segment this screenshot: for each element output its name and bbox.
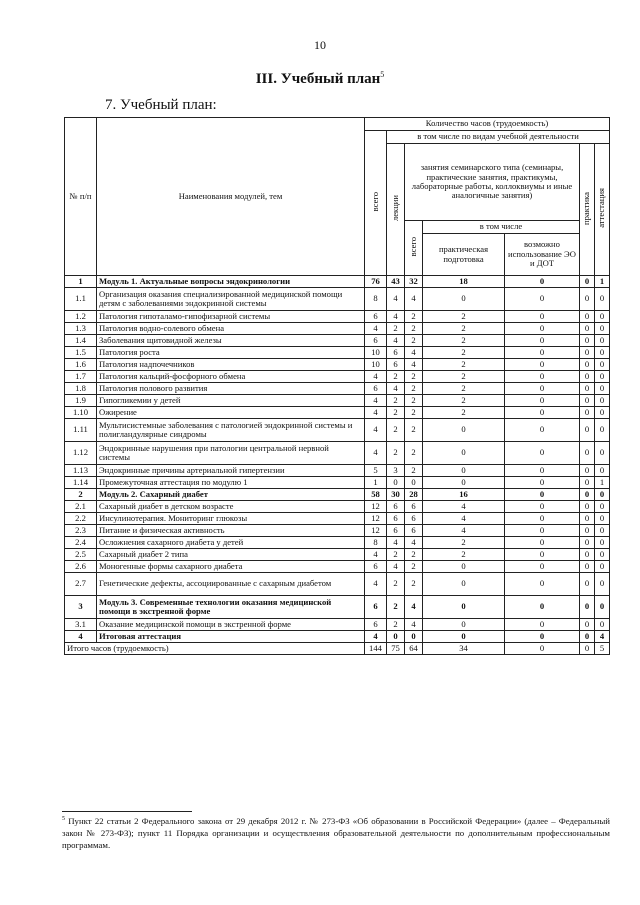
row-pp: 0 (423, 477, 505, 489)
row-number: 1.11 (65, 419, 97, 442)
row-pp: 0 (423, 288, 505, 311)
row-eo: 0 (505, 323, 580, 335)
header-attestation-text: аттестация (596, 188, 607, 229)
row-at: 0 (595, 537, 610, 549)
row-pp: 2 (423, 549, 505, 561)
row-total: 4 (365, 631, 387, 643)
row-total: 12 (365, 513, 387, 525)
row-at: 4 (595, 631, 610, 643)
total-pr: 0 (580, 643, 595, 655)
row-name: Эндокринные нарушения при патологии центральной нервной системы (97, 442, 365, 465)
table-row (65, 442, 610, 465)
row-pr: 0 (580, 288, 595, 311)
row-name: Патология гипоталамо-гипофизарной системы (97, 311, 365, 323)
row-at: 0 (595, 359, 610, 371)
row-at: 0 (595, 323, 610, 335)
row-eo: 0 (505, 311, 580, 323)
row-name: Патология надпочечников (97, 359, 365, 371)
row-total: 4 (365, 371, 387, 383)
header-seminar: занятия семинарского типа (семинары, практические занятия, практикумы, лабораторные работы, коллоквиумы и иные аналогичные занятия) (405, 144, 580, 221)
row-at: 0 (595, 288, 610, 311)
page-number: 10 (314, 38, 326, 52)
table-row (65, 335, 610, 347)
row-pp: 0 (423, 465, 505, 477)
row-pr: 0 (580, 513, 595, 525)
row-eo: 0 (505, 276, 580, 288)
row-total: 4 (365, 395, 387, 407)
header-by-activity: в том числе по видам учебной деятельности (387, 131, 610, 144)
row-pp: 2 (423, 359, 505, 371)
row-lec: 43 (387, 276, 405, 288)
table-row (65, 501, 610, 513)
row-at: 0 (595, 419, 610, 442)
row-sem: 6 (405, 501, 423, 513)
row-pr: 0 (580, 419, 595, 442)
row-name: Генетические дефекты, ассоциированные с сахарным диабетом (97, 573, 365, 596)
row-name: Патология кальций-фосфорного обмена (97, 371, 365, 383)
row-sem: 2 (405, 311, 423, 323)
row-pr: 0 (580, 442, 595, 465)
row-name: Сахарный диабет 2 типа (97, 549, 365, 561)
row-total: 10 (365, 347, 387, 359)
row-at: 0 (595, 335, 610, 347)
row-lec: 2 (387, 407, 405, 419)
row-at: 0 (595, 489, 610, 501)
row-number: 1.8 (65, 383, 97, 395)
total-row (65, 643, 610, 655)
row-total: 76 (365, 276, 387, 288)
row-sem: 6 (405, 525, 423, 537)
row-lec: 2 (387, 323, 405, 335)
row-number: 2.4 (65, 537, 97, 549)
row-lec: 6 (387, 347, 405, 359)
row-lec: 4 (387, 335, 405, 347)
total-lec: 75 (387, 643, 405, 655)
row-lec: 6 (387, 513, 405, 525)
header-name: Наименования модулей, тем (97, 118, 365, 276)
row-lec: 2 (387, 596, 405, 619)
row-sem: 32 (405, 276, 423, 288)
table-row (65, 573, 610, 596)
row-pp: 0 (423, 596, 505, 619)
row-lec: 4 (387, 537, 405, 549)
row-name: Патология водно-солевого обмена (97, 323, 365, 335)
row-total: 12 (365, 501, 387, 513)
row-at: 0 (595, 501, 610, 513)
row-at: 1 (595, 276, 610, 288)
row-eo: 0 (505, 442, 580, 465)
total-row-name: Итого часов (трудоемкость) (65, 643, 365, 655)
header-total (365, 131, 387, 276)
row-pp: 2 (423, 395, 505, 407)
row-at: 0 (595, 407, 610, 419)
row-sem: 4 (405, 619, 423, 631)
row-total: 6 (365, 596, 387, 619)
row-number: 2.1 (65, 501, 97, 513)
row-total: 8 (365, 288, 387, 311)
row-eo: 0 (505, 537, 580, 549)
row-at: 0 (595, 525, 610, 537)
row-name: Гипогликемии у детей (97, 395, 365, 407)
row-pp: 2 (423, 323, 505, 335)
row-number: 3 (65, 596, 97, 619)
row-name: Итоговая аттестация (97, 631, 365, 643)
table-row (65, 537, 610, 549)
row-lec: 2 (387, 419, 405, 442)
row-sem: 4 (405, 596, 423, 619)
row-number: 2.3 (65, 525, 97, 537)
row-number: 1.14 (65, 477, 97, 489)
row-eo: 0 (505, 407, 580, 419)
row-eo: 0 (505, 513, 580, 525)
row-lec: 4 (387, 311, 405, 323)
row-at: 0 (595, 619, 610, 631)
row-lec: 2 (387, 549, 405, 561)
row-total: 4 (365, 549, 387, 561)
table-row (65, 631, 610, 643)
row-at: 0 (595, 561, 610, 573)
row-name: Моногенные формы сахарного диабета (97, 561, 365, 573)
header-sem-total-text: всего (407, 237, 418, 257)
row-sem: 4 (405, 537, 423, 549)
row-pp: 0 (423, 442, 505, 465)
row-at: 0 (595, 347, 610, 359)
table-row (65, 465, 610, 477)
row-sem: 6 (405, 513, 423, 525)
row-sem: 2 (405, 419, 423, 442)
row-pr: 0 (580, 596, 595, 619)
row-number: 1.2 (65, 311, 97, 323)
table-row (65, 323, 610, 335)
row-name: Патология роста (97, 347, 365, 359)
row-eo: 0 (505, 631, 580, 643)
total-eo: 0 (505, 643, 580, 655)
row-number: 1.3 (65, 323, 97, 335)
row-sem: 2 (405, 549, 423, 561)
row-total: 8 (365, 537, 387, 549)
row-total: 4 (365, 407, 387, 419)
row-number: 1.10 (65, 407, 97, 419)
row-name: Модуль 1. Актуальные вопросы эндокринологии (97, 276, 365, 288)
row-pp: 2 (423, 407, 505, 419)
table-row (65, 288, 610, 311)
row-number: 1.1 (65, 288, 97, 311)
row-pr: 0 (580, 347, 595, 359)
table-row (65, 561, 610, 573)
total-at: 5 (595, 643, 610, 655)
row-lec: 30 (387, 489, 405, 501)
row-pr: 0 (580, 359, 595, 371)
row-total: 6 (365, 561, 387, 573)
row-at: 1 (595, 477, 610, 489)
table-row (65, 395, 610, 407)
row-lec: 4 (387, 383, 405, 395)
row-number: 1.9 (65, 395, 97, 407)
row-eo: 0 (505, 525, 580, 537)
row-eo: 0 (505, 419, 580, 442)
row-pp: 18 (423, 276, 505, 288)
row-sem: 2 (405, 371, 423, 383)
row-pr: 0 (580, 573, 595, 596)
row-lec: 2 (387, 395, 405, 407)
curriculum-table (64, 117, 610, 655)
row-number: 1.4 (65, 335, 97, 347)
row-pp: 2 (423, 335, 505, 347)
header-practice-text: практика (581, 191, 592, 225)
row-eo: 0 (505, 347, 580, 359)
row-pr: 0 (580, 619, 595, 631)
row-name: Заболевания щитовидной железы (97, 335, 365, 347)
table-row (65, 276, 610, 288)
row-pp: 16 (423, 489, 505, 501)
footnote (62, 815, 610, 852)
row-name: Промежуточная аттестация по модулю 1 (97, 477, 365, 489)
subtitle: 7. Учебный план: (105, 97, 217, 113)
row-number: 1.13 (65, 465, 97, 477)
row-pr: 0 (580, 501, 595, 513)
row-pp: 2 (423, 347, 505, 359)
row-eo: 0 (505, 489, 580, 501)
row-lec: 6 (387, 501, 405, 513)
row-number: 2.5 (65, 549, 97, 561)
row-at: 0 (595, 573, 610, 596)
row-name: Осложнения сахарного диабета у детей (97, 537, 365, 549)
row-lec: 0 (387, 631, 405, 643)
row-total: 6 (365, 335, 387, 347)
row-sem: 2 (405, 465, 423, 477)
row-number: 2.7 (65, 573, 97, 596)
header-sem-total (405, 221, 423, 276)
row-at: 0 (595, 383, 610, 395)
row-eo: 0 (505, 359, 580, 371)
row-lec: 2 (387, 371, 405, 383)
header-attestation (595, 144, 610, 276)
row-pr: 0 (580, 371, 595, 383)
row-lec: 6 (387, 525, 405, 537)
row-pr: 0 (580, 489, 595, 501)
row-pr: 0 (580, 477, 595, 489)
table-row (65, 419, 610, 442)
row-lec: 3 (387, 465, 405, 477)
row-pr: 0 (580, 465, 595, 477)
row-pr: 0 (580, 407, 595, 419)
header-hours: Количество часов (трудоемкость) (365, 118, 610, 131)
row-at: 0 (595, 549, 610, 561)
footnote-mark: 5 (62, 816, 65, 822)
row-number: 1.12 (65, 442, 97, 465)
row-total: 12 (365, 525, 387, 537)
row-total: 6 (365, 619, 387, 631)
table-row (65, 407, 610, 419)
total-total: 144 (365, 643, 387, 655)
row-pr: 0 (580, 276, 595, 288)
row-name: Оказание медицинской помощи в экстренной форме (97, 619, 365, 631)
row-name: Модуль 2. Сахарный диабет (97, 489, 365, 501)
row-sem: 2 (405, 395, 423, 407)
row-pp: 0 (423, 561, 505, 573)
row-eo: 0 (505, 371, 580, 383)
header-practice (580, 144, 595, 276)
row-eo: 0 (505, 477, 580, 489)
row-sem: 2 (405, 573, 423, 596)
row-number: 1.7 (65, 371, 97, 383)
row-total: 4 (365, 573, 387, 596)
row-number: 2 (65, 489, 97, 501)
row-sem: 4 (405, 359, 423, 371)
row-eo: 0 (505, 573, 580, 596)
row-pr: 0 (580, 561, 595, 573)
row-lec: 0 (387, 477, 405, 489)
row-number: 3.1 (65, 619, 97, 631)
row-name: Патология полового развития (97, 383, 365, 395)
row-at: 0 (595, 513, 610, 525)
row-name: Организация оказания специализированной медицинской помощи детям с заболеваниями эндокринной системы (97, 288, 365, 311)
table-row (65, 513, 610, 525)
row-eo: 0 (505, 395, 580, 407)
table-row (65, 489, 610, 501)
row-at: 0 (595, 311, 610, 323)
row-eo: 0 (505, 501, 580, 513)
row-sem: 0 (405, 477, 423, 489)
row-lec: 2 (387, 619, 405, 631)
table-row (65, 525, 610, 537)
row-sem: 2 (405, 561, 423, 573)
row-pp: 0 (423, 419, 505, 442)
table-row (65, 347, 610, 359)
row-number: 2.6 (65, 561, 97, 573)
header-total-text: всего (369, 192, 380, 212)
row-lec: 2 (387, 442, 405, 465)
row-name: Модуль 3. Современные технологии оказания медицинской помощи в экстренной форме (97, 596, 365, 619)
section-title (0, 70, 640, 88)
row-pr: 0 (580, 525, 595, 537)
row-sem: 2 (405, 383, 423, 395)
row-lec: 4 (387, 288, 405, 311)
header-lectures-text: лекции (389, 195, 400, 222)
table-row (65, 359, 610, 371)
row-pp: 2 (423, 311, 505, 323)
row-pp: 2 (423, 371, 505, 383)
total-pp: 34 (423, 643, 505, 655)
row-pp: 0 (423, 573, 505, 596)
row-lec: 4 (387, 561, 405, 573)
section-title-text: III. Учебный план (255, 71, 381, 87)
row-sem: 28 (405, 489, 423, 501)
row-pr: 0 (580, 311, 595, 323)
row-eo: 0 (505, 596, 580, 619)
curriculum-body (65, 276, 610, 655)
table-row (65, 596, 610, 619)
row-at: 0 (595, 395, 610, 407)
row-pp: 4 (423, 525, 505, 537)
row-pr: 0 (580, 549, 595, 561)
row-number: 2.2 (65, 513, 97, 525)
row-number: 4 (65, 631, 97, 643)
row-eo: 0 (505, 288, 580, 311)
row-name: Мультисистемные заболевания с патологией эндокринной системы и полигландулярные синдромы (97, 419, 365, 442)
header-practical: практическая подготовка (423, 234, 505, 276)
row-number: 1.6 (65, 359, 97, 371)
row-at: 0 (595, 371, 610, 383)
row-eo: 0 (505, 561, 580, 573)
row-pp: 4 (423, 501, 505, 513)
row-total: 4 (365, 419, 387, 442)
row-pp: 4 (423, 513, 505, 525)
row-at: 0 (595, 442, 610, 465)
row-sem: 4 (405, 347, 423, 359)
row-pr: 0 (580, 335, 595, 347)
row-total: 4 (365, 442, 387, 465)
table-row (65, 549, 610, 561)
row-sem: 0 (405, 631, 423, 643)
row-pr: 0 (580, 395, 595, 407)
row-sem: 2 (405, 407, 423, 419)
row-sem: 2 (405, 442, 423, 465)
row-name: Сахарный диабет в детском возрасте (97, 501, 365, 513)
row-sem: 2 (405, 335, 423, 347)
row-total: 4 (365, 323, 387, 335)
row-sem: 4 (405, 288, 423, 311)
row-name: Инсулинотерапия. Мониторинг глюкозы (97, 513, 365, 525)
row-name: Ожирение (97, 407, 365, 419)
row-pp: 2 (423, 537, 505, 549)
row-number: 1.5 (65, 347, 97, 359)
row-lec: 2 (387, 573, 405, 596)
row-pp: 0 (423, 631, 505, 643)
header-eo: возможно использование ЭО и ДОТ (505, 234, 580, 276)
header-num: № п/п (65, 118, 97, 276)
row-pr: 0 (580, 631, 595, 643)
table-row (65, 477, 610, 489)
row-name: Эндокринные причины артериальной гипертензии (97, 465, 365, 477)
row-pp: 2 (423, 383, 505, 395)
row-at: 0 (595, 465, 610, 477)
row-eo: 0 (505, 383, 580, 395)
footnote-divider (62, 811, 192, 812)
row-at: 0 (595, 596, 610, 619)
table-row (65, 383, 610, 395)
footnote-text: Пункт 22 статьи 2 Федерального закона от 29 декабря 2012 г. № 273-ФЗ «Об образовании в Российской Федерации» (далее – Федеральный закон № 273-ФЗ); пункт 11 Порядка организации и осуществления образовательной деятельности по дополнительным профессиональным программам. (62, 815, 610, 850)
row-total: 6 (365, 383, 387, 395)
table-row (65, 311, 610, 323)
row-pr: 0 (580, 383, 595, 395)
table-row (65, 619, 610, 631)
row-eo: 0 (505, 549, 580, 561)
row-eo: 0 (505, 465, 580, 477)
row-pr: 0 (580, 537, 595, 549)
row-total: 6 (365, 311, 387, 323)
row-eo: 0 (505, 335, 580, 347)
total-sem: 64 (405, 643, 423, 655)
row-pr: 0 (580, 323, 595, 335)
row-total: 5 (365, 465, 387, 477)
row-eo: 0 (505, 619, 580, 631)
row-total: 1 (365, 477, 387, 489)
row-sem: 2 (405, 323, 423, 335)
header-lectures (387, 144, 405, 276)
row-pp: 0 (423, 619, 505, 631)
header-incl: в том числе (423, 221, 580, 234)
row-name: Питание и физическая активность (97, 525, 365, 537)
row-number: 1 (65, 276, 97, 288)
row-lec: 6 (387, 359, 405, 371)
table-row (65, 371, 610, 383)
footnote-ref: 5 (380, 70, 385, 79)
row-total: 58 (365, 489, 387, 501)
row-total: 10 (365, 359, 387, 371)
